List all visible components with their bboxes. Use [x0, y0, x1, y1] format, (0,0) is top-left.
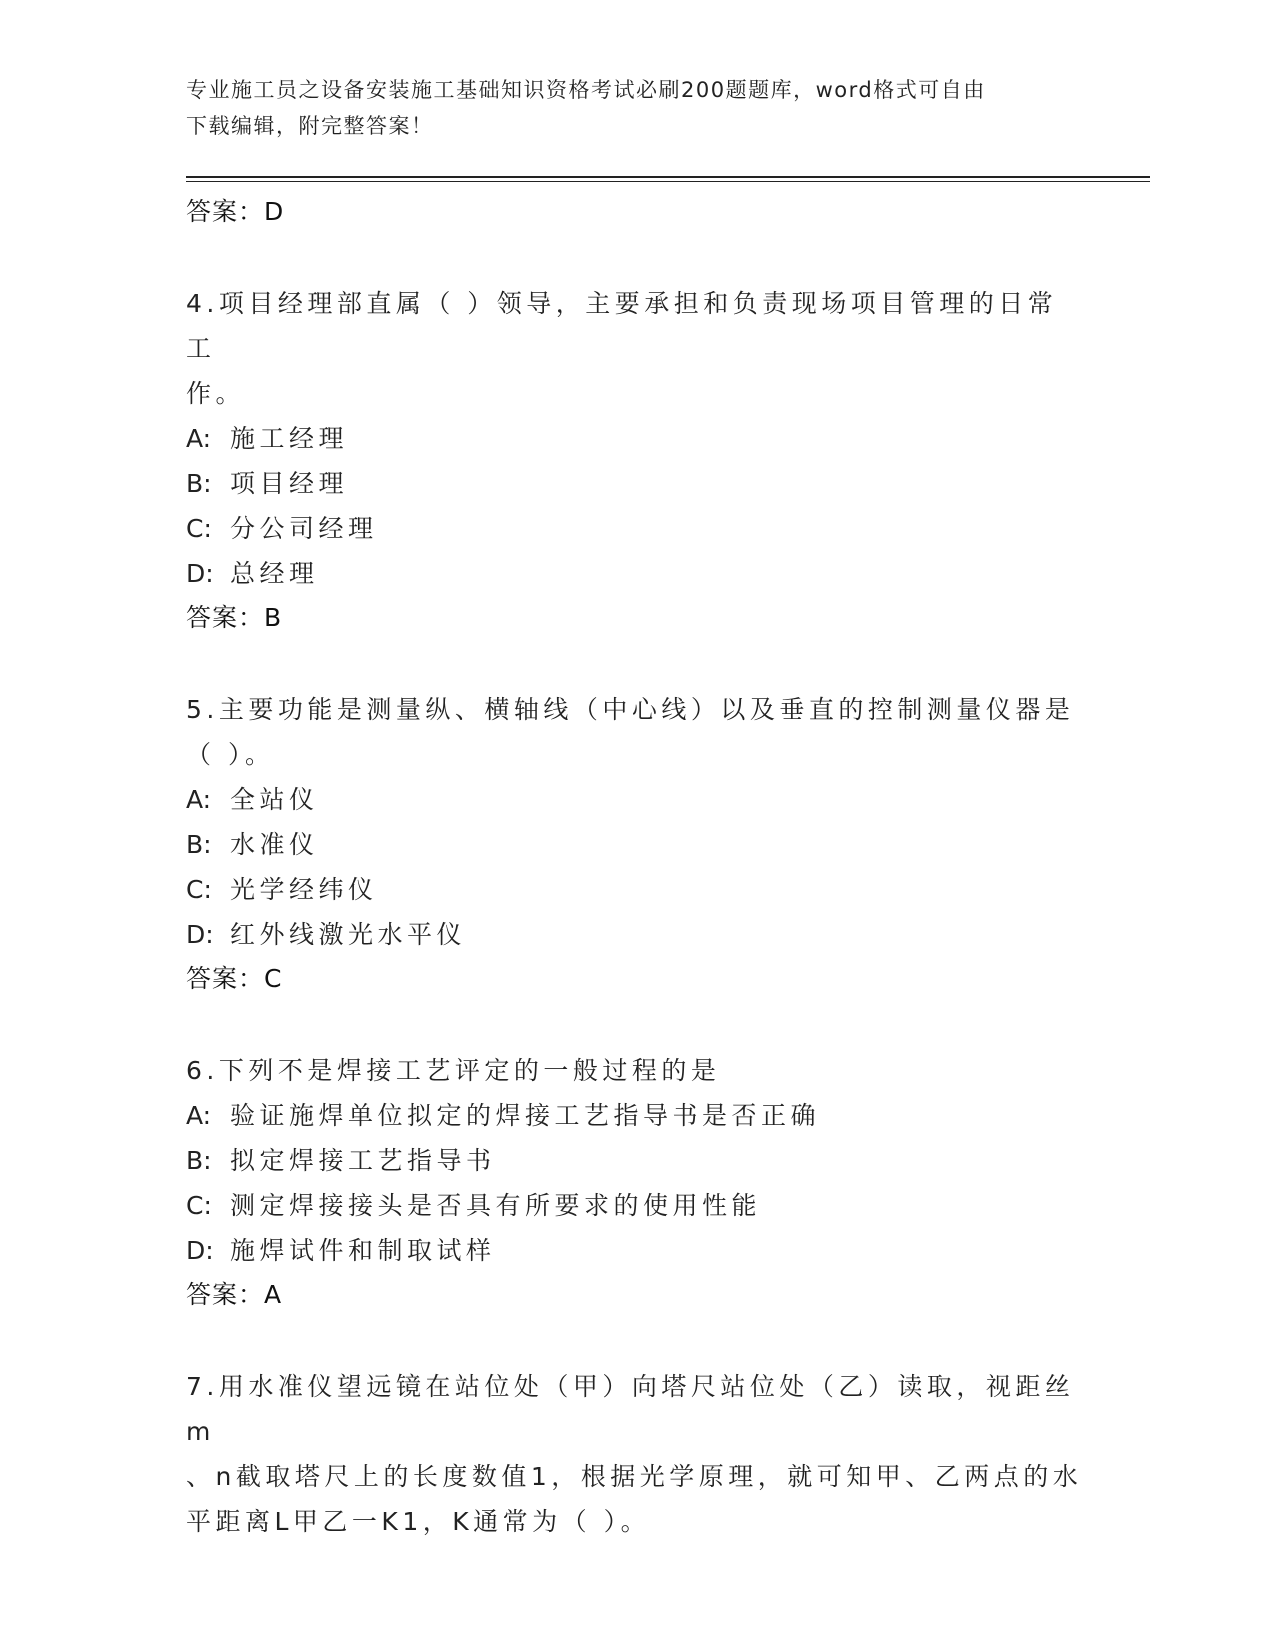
option-letter: B: [186, 469, 212, 498]
option-text: 施工经理 [230, 424, 349, 453]
answer-line: 答案：A [186, 1280, 283, 1309]
option-c [186, 506, 1086, 551]
option-b [186, 461, 1086, 506]
header-line-2: 下载编辑，附完整答案！ [186, 114, 434, 138]
question-stem [186, 1364, 1086, 1544]
header-rule-thin [186, 181, 1150, 182]
option-text: 项目经理 [230, 469, 349, 498]
option-text: 验证施焊单位拟定的焊接工艺指导书是否正确 [230, 1101, 821, 1130]
option-letter: C: [186, 1191, 212, 1220]
option-text: 光学经纬仪 [230, 875, 378, 904]
option-letter: D: [186, 1236, 214, 1265]
option-text: 总经理 [230, 559, 319, 588]
stem-line: 5.主要功能是测量纵、横轴线（中心线）以及垂直的控制测量仪器是 [186, 695, 1075, 724]
option-text: 施焊试件和制取试样 [230, 1236, 496, 1265]
stem-line: 、n截取塔尺上的长度数值1，根据光学原理，就可知甲、乙两点的水 [186, 1462, 1083, 1491]
option-text: 红外线激光水平仪 [230, 920, 467, 949]
question-item-4 [186, 281, 1086, 640]
option-d [186, 912, 1086, 957]
option-text: 全站仪 [230, 785, 319, 814]
option-letter: D: [186, 920, 214, 949]
stem-line: 平距离L甲乙一K1，K通常为（ ）。 [186, 1507, 651, 1536]
option-c [186, 867, 1086, 912]
option-d [186, 551, 1086, 596]
question-stem [186, 687, 1086, 777]
option-letter: C: [186, 514, 212, 543]
header-line-1: 专业施工员之设备安装施工基础知识资格考试必刷200题题库，word格式可自由 [186, 78, 986, 102]
option-letter: A: [186, 785, 212, 814]
option-letter: C: [186, 875, 212, 904]
option-a [186, 777, 1086, 822]
stem-line: 作。 [186, 379, 246, 408]
option-a [186, 416, 1086, 461]
option-text: 分公司经理 [230, 514, 378, 543]
answer-line: 答案：C [186, 964, 283, 993]
stem-line: 4.项目经理部直属（ ）领导，主要承担和负责现场项目管理的日常工 [186, 289, 1058, 363]
option-letter: A: [186, 1101, 212, 1130]
option-d [186, 1228, 1086, 1273]
option-text: 水准仪 [230, 830, 319, 859]
option-letter: B: [186, 1146, 212, 1175]
question-item-6 [186, 1048, 1086, 1317]
stem-line: 7.用水准仪望远镜在站位处（甲）向塔尺站位处（乙）读取，视距丝m [186, 1372, 1075, 1446]
option-c [186, 1183, 1086, 1228]
document-header [186, 72, 1066, 144]
stem-line: 6.下列不是焊接工艺评定的一般过程的是 [186, 1056, 721, 1085]
question-item-5 [186, 687, 1086, 1001]
option-letter: B: [186, 830, 212, 859]
question-stem [186, 1048, 1086, 1093]
option-b [186, 1138, 1086, 1183]
option-text: 测定焊接接头是否具有所要求的使用性能 [230, 1191, 762, 1220]
answer-line: 答案：B [186, 603, 283, 632]
question-stem [186, 281, 1086, 416]
option-text: 拟定焊接工艺指导书 [230, 1146, 496, 1175]
question-item-7 [186, 1364, 1086, 1544]
question-list [186, 190, 1086, 1544]
header-rule-thick [186, 176, 1150, 178]
option-b [186, 822, 1086, 867]
option-a [186, 1093, 1086, 1138]
option-letter: A: [186, 424, 212, 453]
option-letter: D: [186, 559, 214, 588]
answer-line: 答案：D [186, 197, 285, 226]
stem-line: （ ）。 [186, 740, 275, 769]
